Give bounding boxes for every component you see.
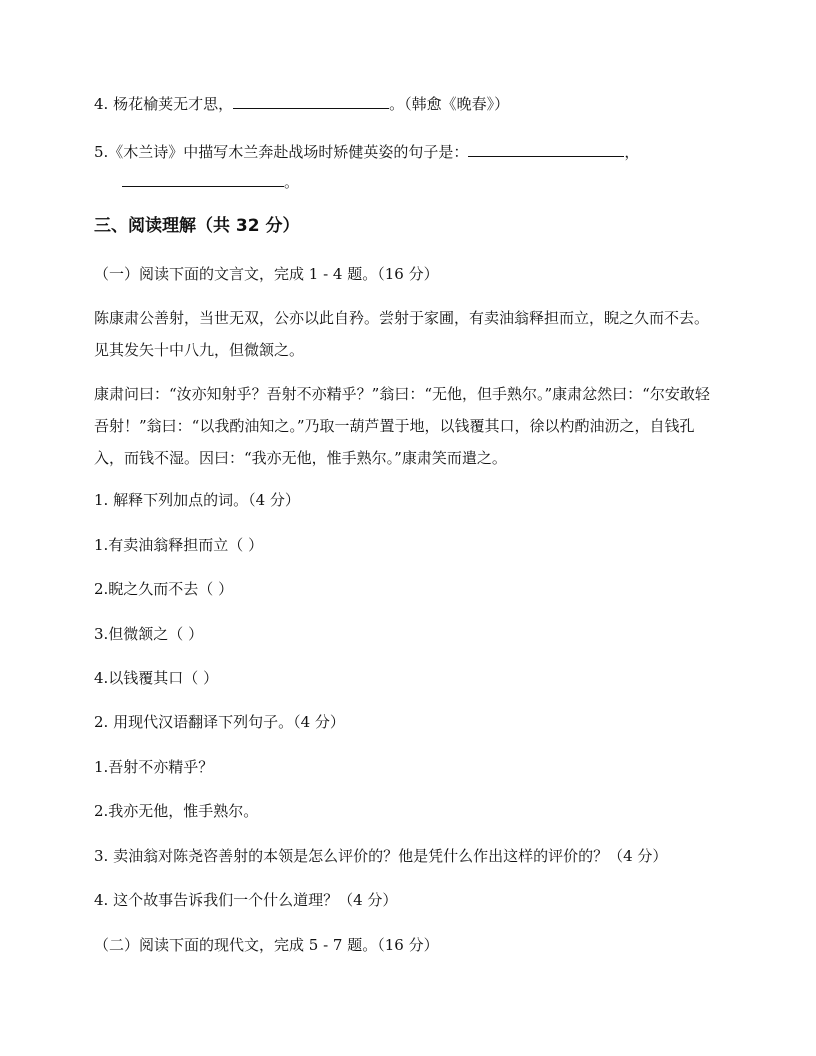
fill-in-question-4 [94, 94, 509, 114]
section-heading: 三、阅读理解（共 32 分） [94, 216, 300, 236]
answer-blank[interactable] [122, 172, 284, 187]
question-1-item: 1.有卖油翁释担而立（ ） [94, 536, 264, 554]
question-1-item: 3.但微颔之（ ） [94, 625, 204, 643]
fill-in-question-5 [94, 142, 639, 162]
answer-blank[interactable] [468, 142, 624, 157]
question-4-prefix: 4. 杨花榆荚无才思， [94, 95, 234, 113]
question-3: 3. 卖油翁对陈尧咨善射的本领是怎么评价的？他是凭什么作出这样的评价的？（4 分） [94, 847, 668, 865]
question-1-item: 4.以钱覆其口（ ） [94, 669, 219, 687]
passage-paragraph-2: 康肃问曰：“汝亦知射乎？吾射不亦精乎？”翁曰：“无他，但手熟尔。”康肃忿然曰：“尔安敢轻吾射！”翁曰：“以我酌油知之。”乃取一葫芦置于地，以钱覆其口，徐以杓酌油沥之，自钱孔入，而钱不湿。因曰：“我亦无他，惟手熟尔。”康肃笑而遣之。 [94, 385, 710, 467]
question-2-item: 2.我亦无他，惟手熟尔。 [94, 802, 259, 820]
question-2-title: 2. 用现代汉语翻译下列句子。（4 分） [94, 713, 345, 731]
question-1-title: 1. 解释下列加点的词。（4 分） [94, 491, 300, 509]
part-1-intro: （一）阅读下面的文言文，完成 1 - 4 题。（16 分） [94, 265, 439, 283]
question-4: 4. 这个故事告诉我们一个什么道理？（4 分） [94, 891, 398, 909]
question-2-item: 1.吾射不亦精乎？ [94, 758, 214, 776]
question-5-end: 。 [284, 173, 300, 191]
fill-in-question-5-line2 [122, 172, 299, 192]
passage-paragraph-1: 陈康肃公善射，当世无双，公亦以此自矜。尝射于家圃，有卖油翁释担而立，睨之久而不去。见其发矢十中八九，但微颔之。 [94, 309, 710, 359]
question-5-comma: ， [624, 143, 640, 161]
answer-blank[interactable] [233, 94, 389, 109]
question-5-prefix: 5.《木兰诗》中描写木兰奔赴战场时矫健英姿的句子是： [94, 143, 469, 161]
question-4-suffix: 。（韩愈《晚春》） [389, 95, 510, 113]
question-1-item: 2.睨之久而不去（ ） [94, 580, 234, 598]
part-2-intro: （二）阅读下面的现代文，完成 5 - 7 题。（16 分） [94, 936, 439, 954]
